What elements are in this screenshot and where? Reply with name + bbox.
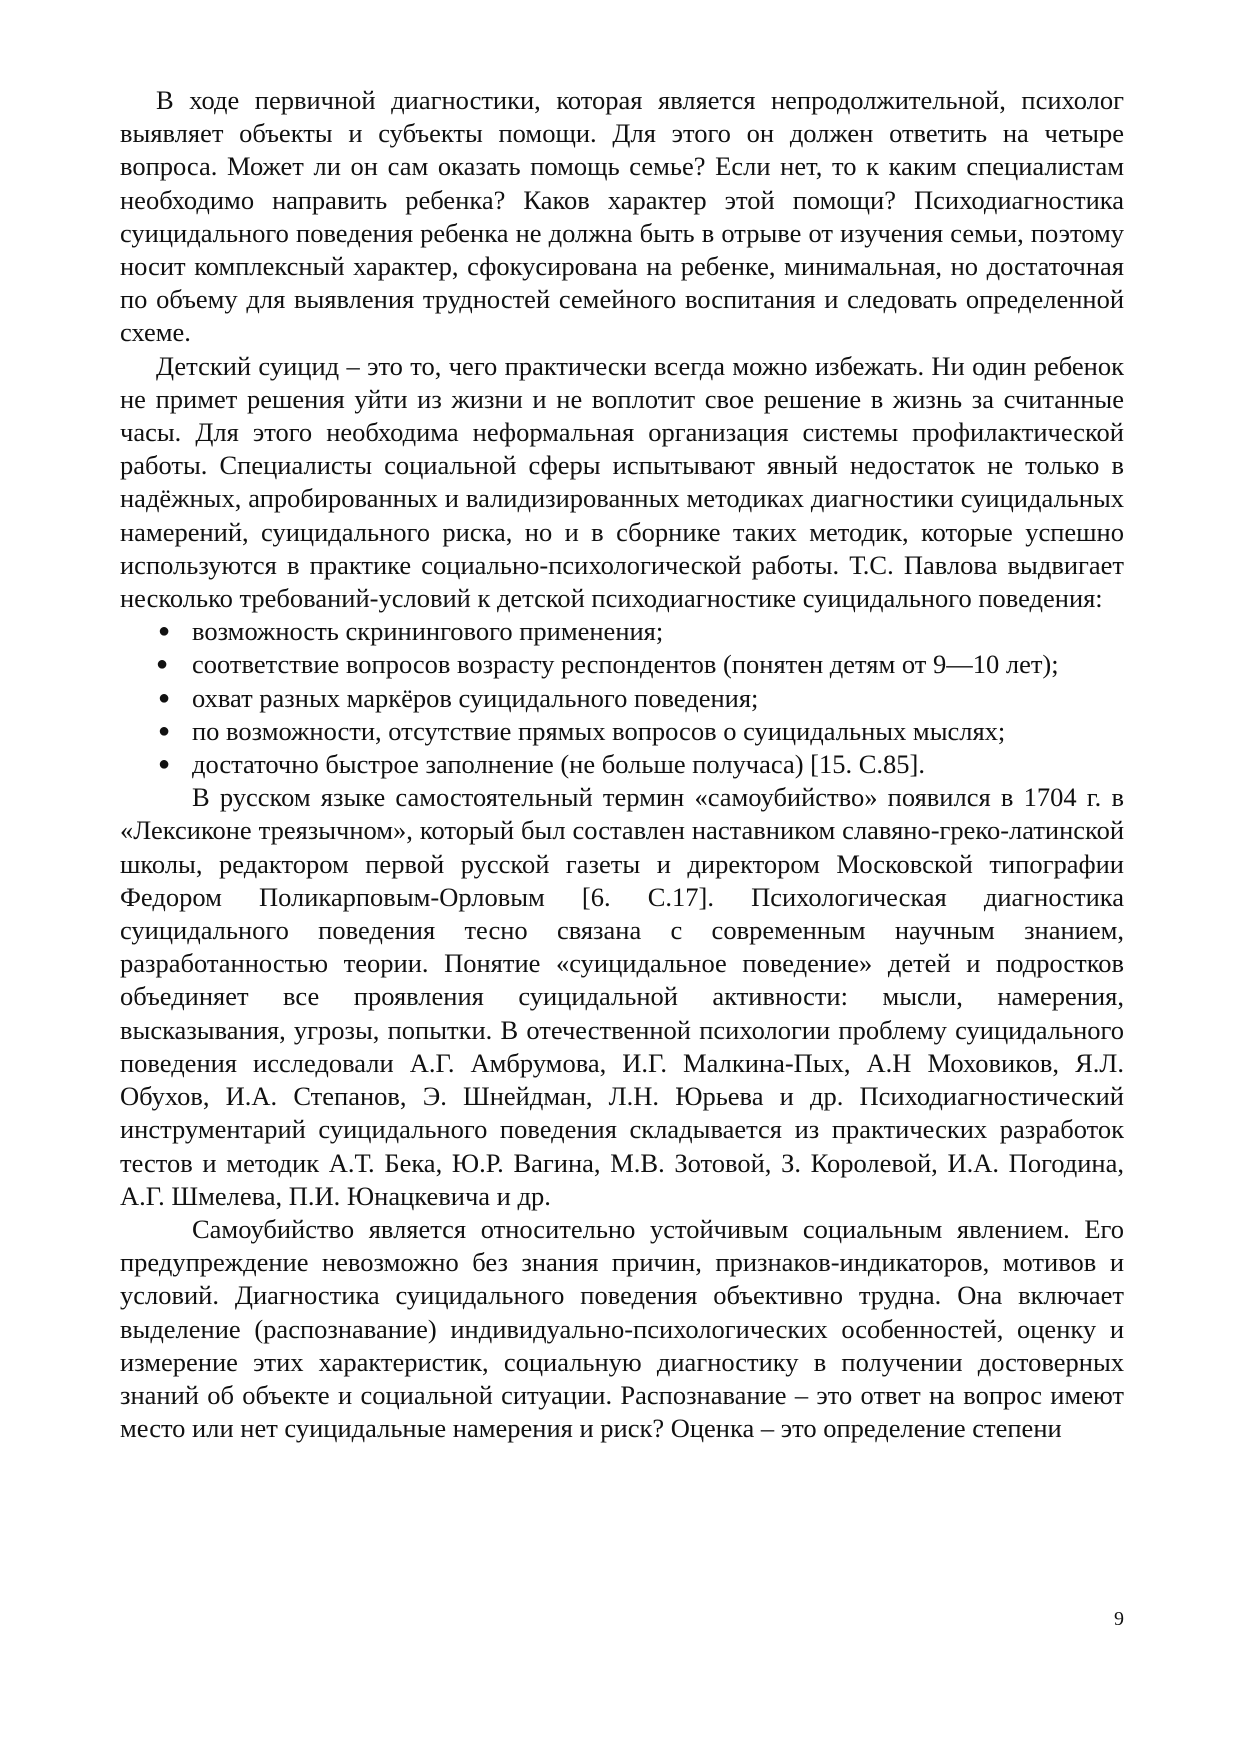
bullet-icon: ●: [158, 686, 171, 709]
list-item-text: по возможности, отсутствие прямых вопросов о суицидальных мыслях;: [192, 715, 1006, 746]
list-item-text: охват разных маркёров суицидального поведения;: [192, 682, 759, 713]
list-item: [120, 715, 1124, 748]
bullet-icon: ●: [158, 753, 171, 776]
bullet-icon: ●: [158, 620, 171, 643]
list-item: [120, 682, 1124, 715]
paragraph-term-history: В русском языке самостоятельный термин «самоубийство» появился в 1704 г. в «Лексиконе треязычном», который был составлен наставником славяно-греко-латинской школы, редактором первой русской газеты и директором Московской типографии Федором Поликарповым-Орловым [6. С.17]. Психологическая диагностика суицидального поведения тесно связана с современным научным знанием, разработанностью теории. Понятие «суицидальное поведение» детей и подростков объединяет все проявления суицидальной активности: мысли, намерения, высказывания, угрозы, попытки. В отечественной психологии проблему суицидального поведения исследовали А.Г. Амбрумова, И.Г. Малкина-Пых, А.Н Моховиков, Я.Л. Обухов, И.А. Степанов, Э. Шнейдман, Л.Н. Юрьева и др. Психодиагностический инструментарий суицидального поведения складывается из практических разработок тестов и методик А.Т. Бека, Ю.Р. Вагина, М.В. Зотовой, З. Королевой, И.А. Погодина, А.Г. Шмелева, П.И. Юнацкевича и др.: [120, 782, 1124, 1211]
requirements-list: [120, 615, 1124, 781]
list-item-text: достаточно быстрое заполнение (не больше получаса) [15. С.85].: [192, 749, 926, 780]
paragraph-child-suicide: Детский суицид – это то, чего практически всегда можно избежать. Ни один ребенок не примет решения уйти из жизни и не воплотит свое решение в жизнь за считанные часы. Для этого необходима неформальная организация системы профилактической работы. Специалисты социальной сферы испытывают явный недостаток не только в надёжных, апробированных и валидизированных методиках диагностики суицидальных намерений, суицидального риска, но и в сборнике таких методик, которые успешно используются в практике социально-психологической работы. Т.С. Павлова выдвигает несколько требований-условий к детской психодиагностике суицидального поведения:: [120, 350, 1124, 614]
bullet-icon: ●: [156, 653, 169, 676]
paragraph-suicide-diagnostics: Самоубийство является относительно устойчивым социальным явлением. Его предупреждение невозможно без знания причин, признаков-индикаторов, мотивов и условий. Диагностика суицидального поведения объективно трудна. Она включает выделение (распознавание) индивидуально-психологических особенностей, оценку и измерение этих характеристик, социальную диагностику в получении достоверных знаний об объекте и социальной ситуации. Распознавание – это ответ на вопрос имеют место или нет суицидальные намерения и риск? Оценка – это определение степени: [120, 1213, 1124, 1444]
document-body: [120, 84, 1124, 1445]
paragraph-primary-diagnostics: В ходе первичной диагностики, которая является непродолжительной, психолог выявляет объекты и субъекты помощи. Для этого он должен ответить на четыре вопроса. Может ли он сам оказать помощь семье? Если нет, то к каким специалистам необходимо направить ребенка? Каков характер этой помощи? Психодиагностика суицидального поведения ребенка не должна быть в отрыве от изучения семьи, поэтому носит комплексный характер, сфокусирована на ребенке, минимальная, но достаточная по объему для выявления трудностей семейного воспитания и следовать определенной схеме.: [120, 85, 1124, 348]
list-item: [120, 615, 1124, 648]
page-number: 9: [1114, 1608, 1124, 1630]
bullet-icon: ●: [158, 719, 171, 742]
list-item: [120, 748, 1124, 781]
list-item: [120, 648, 1124, 681]
list-item-text: соответствие вопросов возрасту респондентов (понятен детям от 9—10 лет);: [192, 649, 1059, 680]
list-item-text: возможность скринингового применения;: [192, 616, 664, 647]
